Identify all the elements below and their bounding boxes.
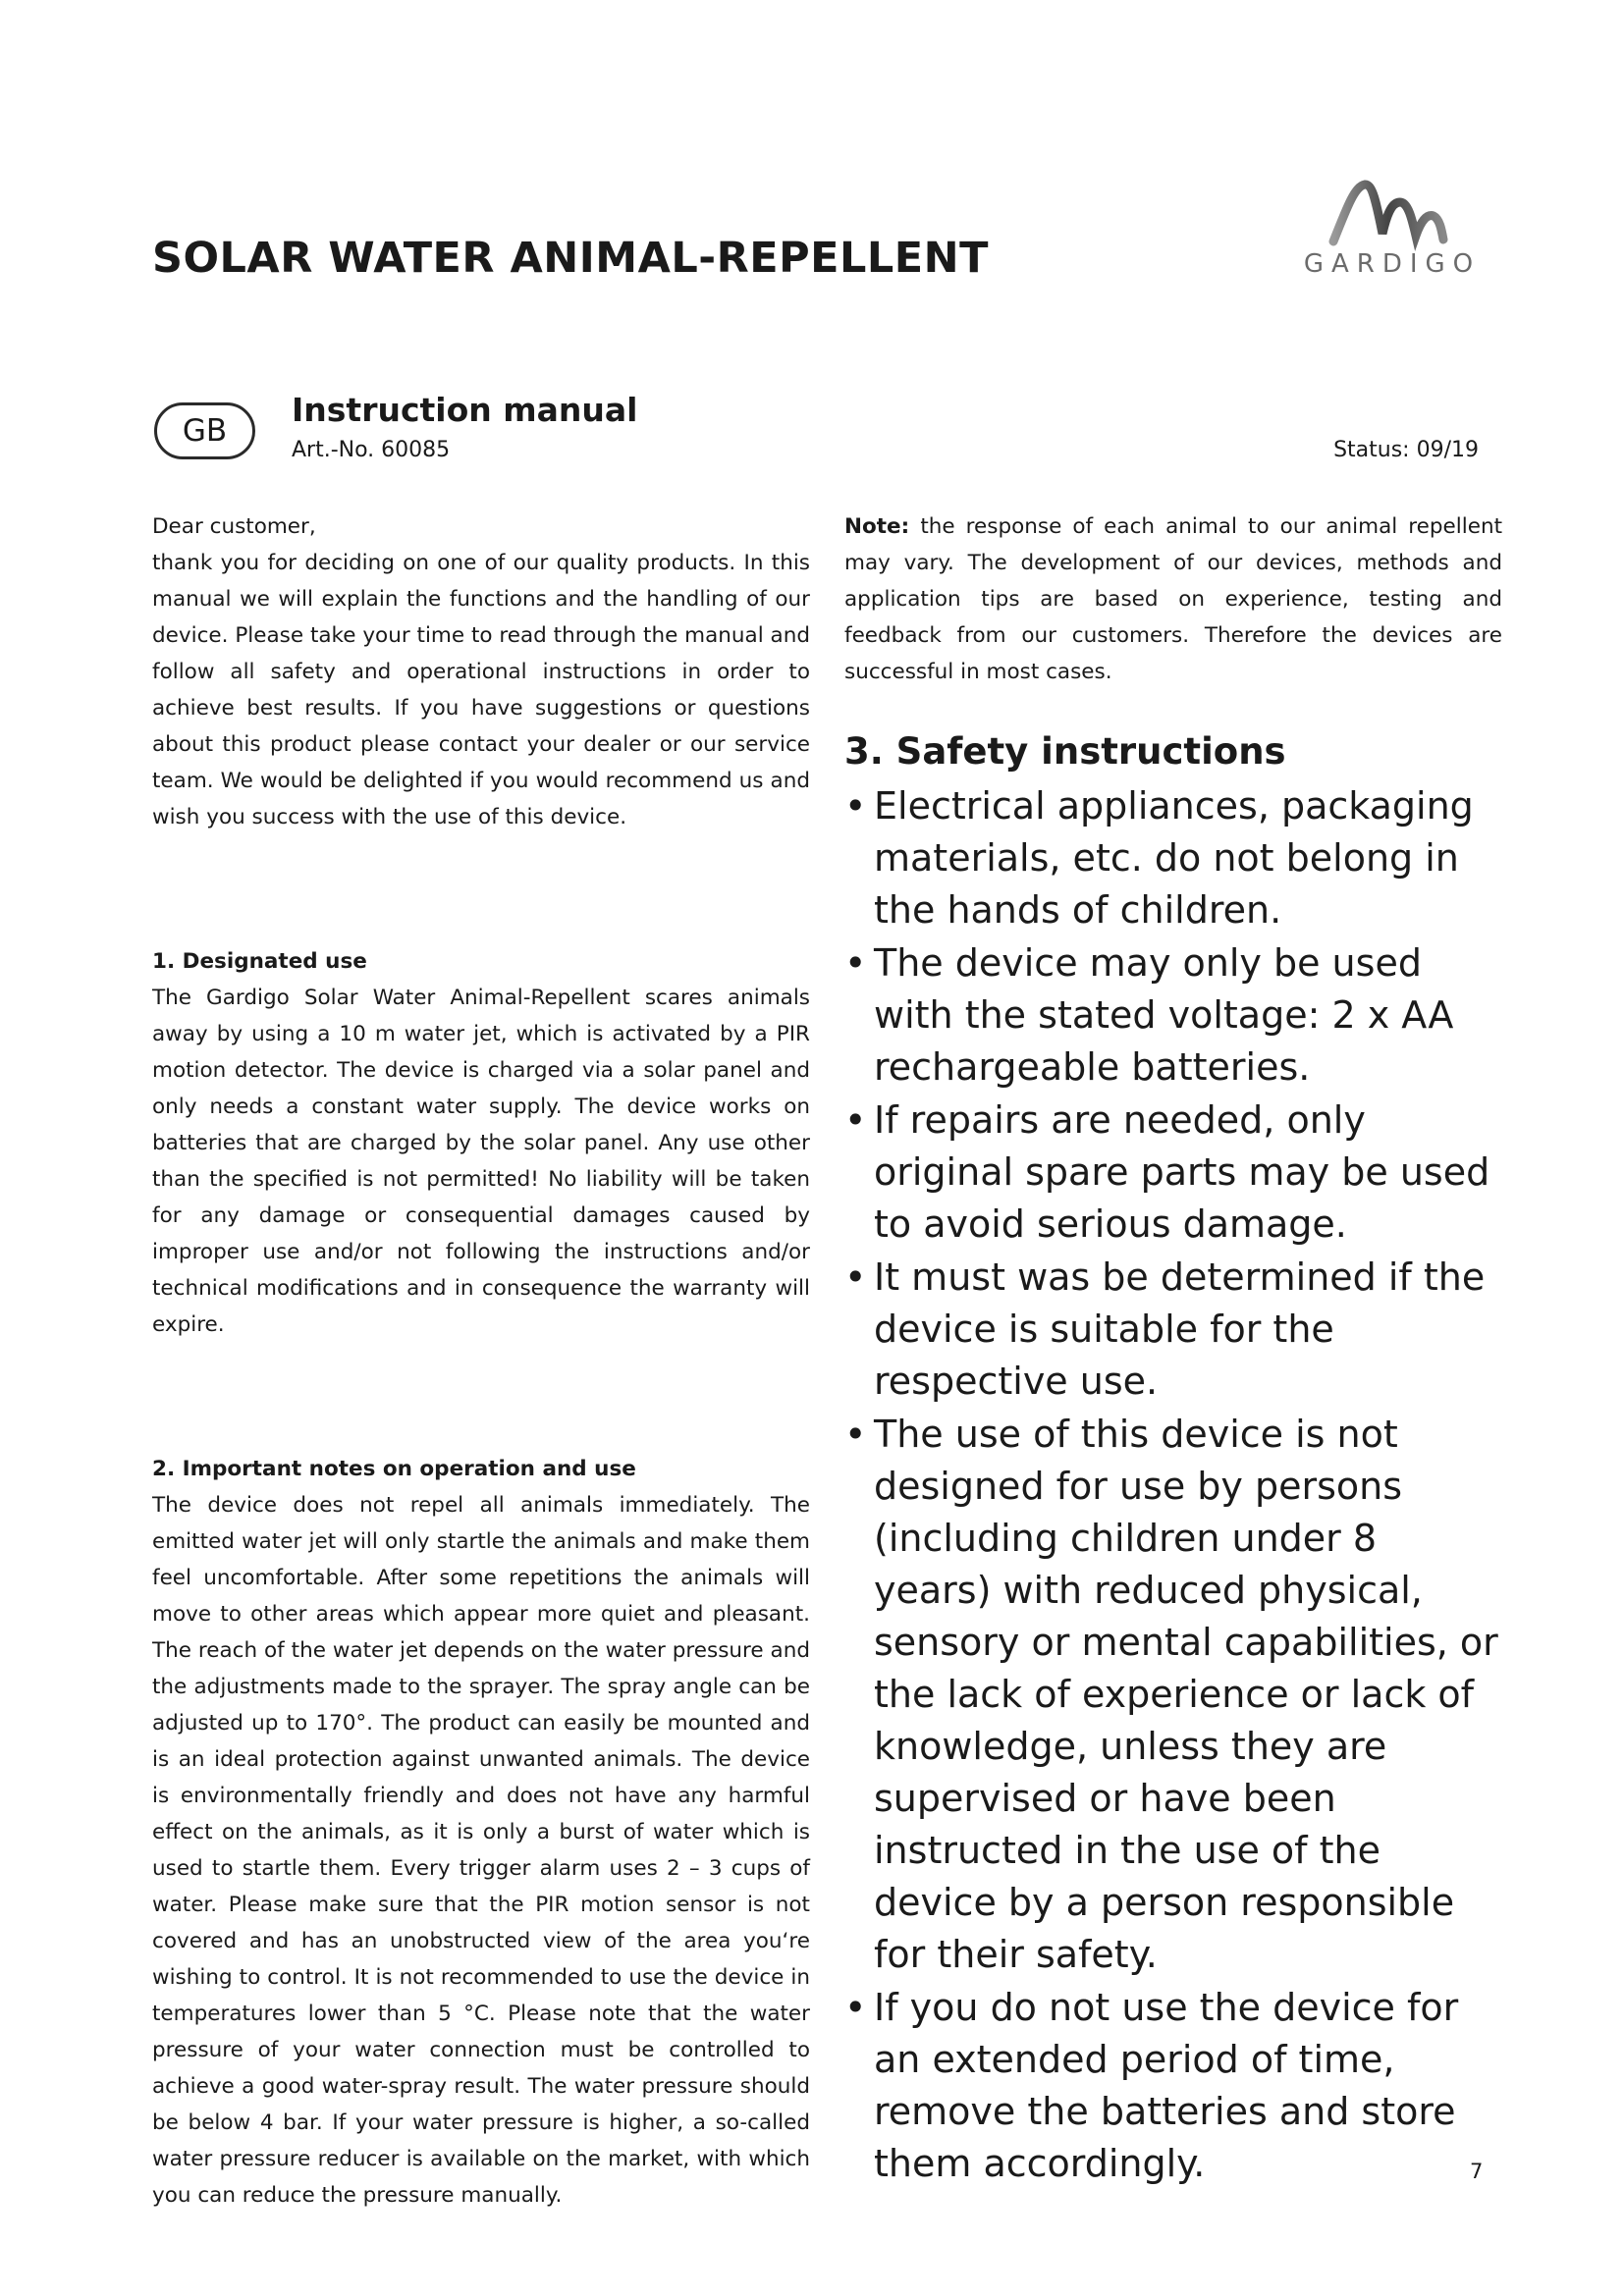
right-column	[844, 508, 1502, 2185]
section-1-body: The Gardigo Solar Water Animal-Repellent scares animals away by using a 10 m water jet, which is activated by a PIR motion detector. The device is charged via a solar panel and only needs a constant water supply. The device works on batteries that are charged by the solar panel. Any use other than the specified is not permitted! No liability will be taken for any damage or consequential damages caused by improper use and/or not following the instructions and/or technical modifications and in consequence the warranty will expire.	[152, 986, 810, 1337]
safety-item: • If repairs are needed, only original spare parts may be used to avoid serious damage.	[844, 1095, 1502, 1251]
status-label: Status: 09/19	[1333, 438, 1479, 462]
safety-item: • It must was be determined if the device is suitable for the respective use.	[844, 1252, 1502, 1408]
safety-list	[844, 780, 1502, 2191]
safety-item: • The use of this device is not designed for use by persons (including children under 8 years) with reduced physical, sensory or mental capabilities, or the lack of experience or lack of knowledge, unless they are supervised or have been instructed in the use of the device by a person responsible for their safety.	[844, 1409, 1502, 1981]
article-number: Art.-No. 60085	[292, 438, 451, 462]
section-1-heading: 1. Designated use	[152, 949, 367, 974]
section-3-heading: 3. Safety instructions	[844, 730, 1286, 773]
manual-title: Instruction manual	[292, 391, 638, 429]
section-2-body: The device does not repel all animals immediately. The emitted water jet will only startle the animals and make them feel uncomfortable. After some repetitions the animals will move to other areas which appear more quiet and pleasant. The reach of the water jet depends on the water pressure and the adjustments made to the sprayer. The spray angle can be adjusted up to 170°. The product can easily be mounted and is an ideal protection against unwanted animals. The device is environmentally friendly and does not have any harmful effect on the animals, as it is only a burst of water which is used to startle them. Every trigger alarm uses 2 – 3 cups of water. Please make sure that the PIR motion sensor is not covered and has an unobstructed view of the area you‘re wishing to control. It is not recommended to use the device in temperatures lower than 5 °C. Please note that the water pressure of your water connection must be controlled to achieve a good water-spray result. The water pressure should be below 4 bar. If your water pressure is higher, a so-called water pressure reducer is available on the market, with which you can reduce the pressure manually.	[152, 1493, 810, 2208]
note-label: Note:	[844, 514, 910, 539]
note-paragraph	[844, 508, 1502, 690]
note-body: the response of each animal to our animal repellent may vary. The development of our devices, methods and application tips are based on experience, testing and feedback from our customers. Therefore the devices are successful in most cases.	[844, 514, 1502, 684]
safety-item: • The device may only be used with the stated voltage: 2 x AA rechargeable batteries.	[844, 937, 1502, 1094]
language-badge: GB	[154, 402, 255, 459]
logo-text: GARDIGO	[1303, 249, 1482, 279]
section-2-heading: 2. Important notes on operation and use	[152, 1457, 636, 1481]
page-number: 7	[1470, 2160, 1484, 2183]
left-column	[152, 508, 810, 2214]
safety-item: • Electrical appliances, packaging materials, etc. do not belong in the hands of children.	[844, 780, 1502, 936]
intro-greeting: Dear customer,	[152, 514, 316, 539]
safety-item: • If you do not use the device for an extended period of time, remove the batteries and store them accordingly.	[844, 1982, 1502, 2190]
page-title: SOLAR WATER ANIMAL-REPELLENT	[152, 234, 989, 283]
intro-body: thank you for deciding on one of our quality products. In this manual we will explain the functions and the handling of our device. Please take your time to read through the manual and follow all safety and operational instructions in order to achieve best results. If you have suggestions or questions about this product please contact your dealer or our service team. We would be delighted if you would recommend us and wish you success with the use of this device.	[152, 551, 810, 829]
